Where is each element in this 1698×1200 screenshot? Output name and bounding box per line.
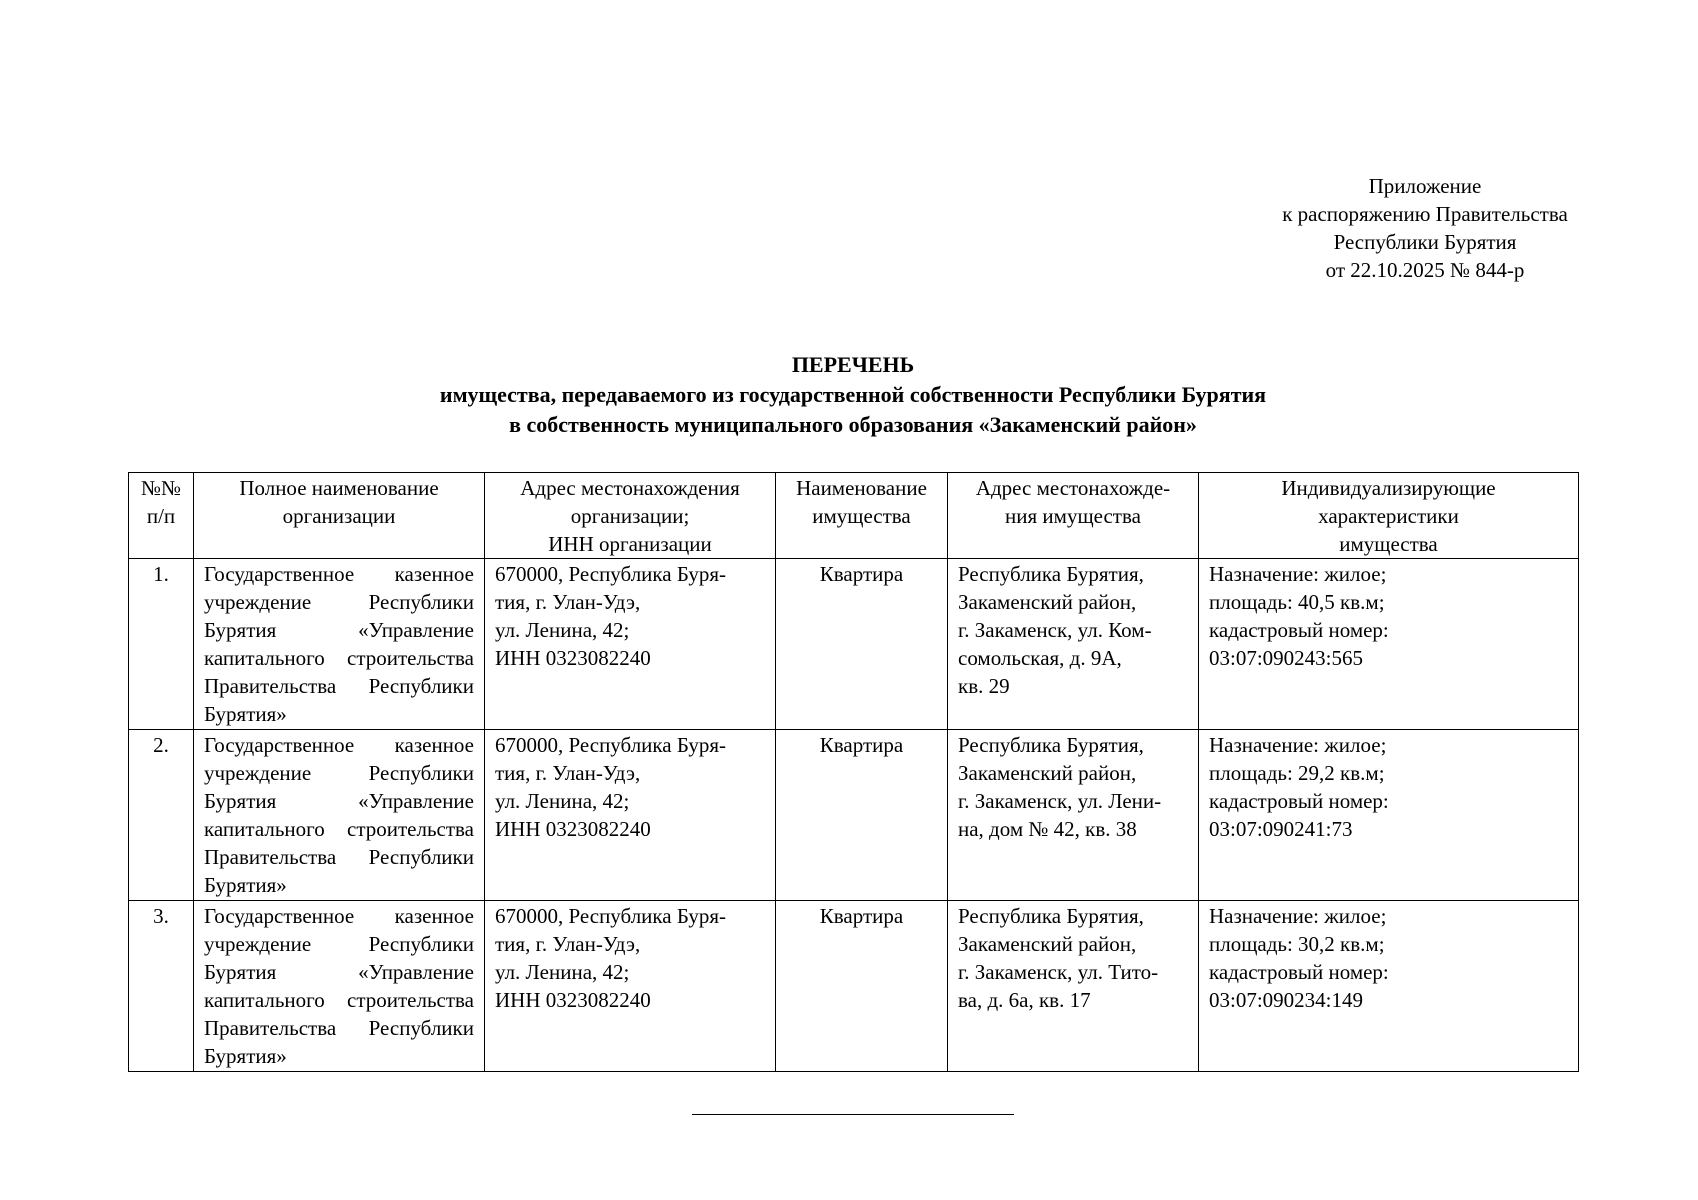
appendix-order-ref: к распоряжению Правительства xyxy=(1282,202,1568,226)
org-address-cell: 670000, Республика Буря- тия, г. Улан-Удэ, ул. Ленина, 42; ИНН 0323082240 xyxy=(485,901,776,1072)
property-address-cell: Республика Бурятия, Закаменский район, г. Закаменск, ул. Лени- на, дом № 42, кв. 38 xyxy=(948,730,1199,901)
footer-divider xyxy=(692,1114,1014,1115)
row-number: 3. xyxy=(129,901,194,1072)
table-row xyxy=(129,730,1579,901)
characteristics-cell: Назначение: жилое; площадь: 30,2 кв.м; кадастровый номер: 03:07:090234:149 xyxy=(1199,901,1579,1072)
property-name-cell: Квартира xyxy=(776,730,948,901)
org-name-cell: Государственное казенное учреждение Республики Бурятия «Управление капитального строительства Правительства Республики Бурятия» xyxy=(194,901,485,1072)
table-row xyxy=(129,901,1579,1072)
table-header-row xyxy=(129,473,1579,559)
property-name-cell: Квартира xyxy=(776,559,948,730)
property-table xyxy=(128,472,1579,1072)
row-number: 1. xyxy=(129,559,194,730)
appendix-block xyxy=(1230,172,1620,284)
header-property-address: Адрес местонахожде- ния имущества xyxy=(948,473,1199,559)
header-characteristics: Индивидуализирующие характеристики имущества xyxy=(1199,473,1579,559)
org-address-cell: 670000, Республика Буря- тия, г. Улан-Удэ, ул. Ленина, 42; ИНН 0323082240 xyxy=(485,730,776,901)
title-subtitle-line2: в собственность муниципального образования «Закаменский район» xyxy=(509,412,1197,437)
header-num: №№ п/п xyxy=(129,473,194,559)
characteristics-cell: Назначение: жилое; площадь: 29,2 кв.м; кадастровый номер: 03:07:090241:73 xyxy=(1199,730,1579,901)
org-name-cell: Государственное казенное учреждение Республики Бурятия «Управление капитального строительства Правительства Республики Бурятия» xyxy=(194,559,485,730)
appendix-label: Приложение xyxy=(1368,174,1482,198)
property-name-cell: Квартира xyxy=(776,901,948,1072)
header-org-name: Полное наименование организации xyxy=(194,473,485,559)
appendix-republic: Республики Бурятия xyxy=(1333,230,1517,254)
title-heading: ПЕРЕЧЕНЬ xyxy=(791,352,915,377)
header-org-address: Адрес местонахождения организации; ИНН организации xyxy=(485,473,776,559)
row-number: 2. xyxy=(129,730,194,901)
org-name-cell: Государственное казенное учреждение Республики Бурятия «Управление капитального строительства Правительства Республики Бурятия» xyxy=(194,730,485,901)
property-address-cell: Республика Бурятия, Закаменский район, г. Закаменск, ул. Ком- сомольская, д. 9А, кв. 29 xyxy=(948,559,1199,730)
org-address-cell: 670000, Республика Буря- тия, г. Улан-Удэ, ул. Ленина, 42; ИНН 0323082240 xyxy=(485,559,776,730)
header-property-name: Наименование имущества xyxy=(776,473,948,559)
appendix-date-number: от 22.10.2025 № 844-р xyxy=(1325,258,1525,282)
table-row xyxy=(129,559,1579,730)
document-title xyxy=(128,350,1578,440)
characteristics-cell: Назначение: жилое; площадь: 40,5 кв.м; кадастровый номер: 03:07:090243:565 xyxy=(1199,559,1579,730)
property-address-cell: Республика Бурятия, Закаменский район, г. Закаменск, ул. Тито- ва, д. 6а, кв. 17 xyxy=(948,901,1199,1072)
title-subtitle-line1: имущества, передаваемого из государственной собственности Республики Бурятия xyxy=(439,382,1267,407)
